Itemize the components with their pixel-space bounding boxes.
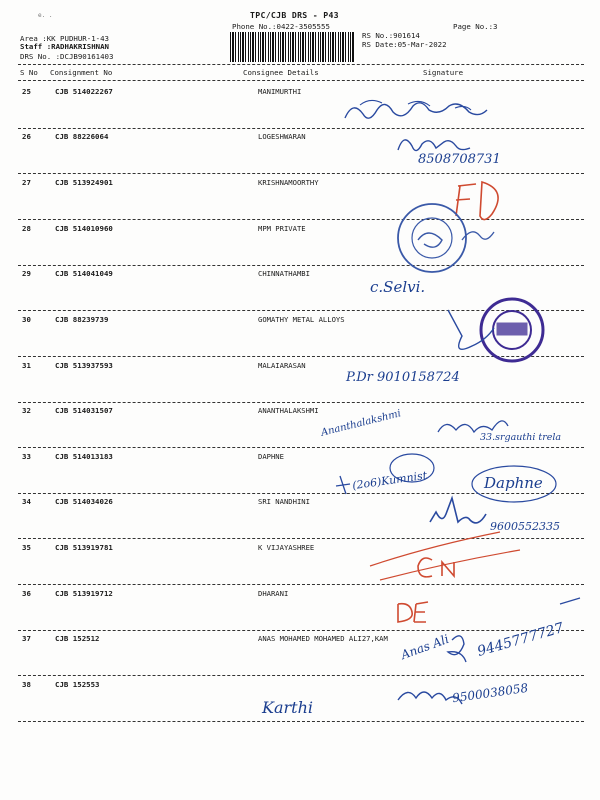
row-consignee: GOMATHY METAL ALLOYS <box>258 315 345 324</box>
row-sno: 36 <box>22 589 31 598</box>
row-consignee: ANANTHALAKSHMI <box>258 406 319 415</box>
handwritten-address: (2o6)Kumnist <box>351 468 428 493</box>
row-sno: 32 <box>22 406 31 415</box>
handwritten-address: 33.srgauthi trela <box>480 432 562 443</box>
row-sno: 38 <box>22 680 31 689</box>
row-sno: 33 <box>22 452 31 461</box>
row-sno: 35 <box>22 543 31 552</box>
handwritten-text: P.Dr 9010158724 <box>346 370 460 385</box>
table-row <box>0 224 600 270</box>
col-consignment: Consignment No <box>50 68 113 77</box>
row-sno: 34 <box>22 497 31 506</box>
row-consignee: LOGESHWARAN <box>258 132 306 141</box>
row-consignment: CJB 514034026 <box>55 497 113 506</box>
handwritten-name: Ananthalakshmi <box>319 408 403 439</box>
row-consignee: SRI NANDHINI <box>258 497 310 506</box>
row-sno: 27 <box>22 178 31 187</box>
page-number: Page No.:3 <box>453 22 498 31</box>
row-sno: 37 <box>22 634 31 643</box>
row-consignee: K VIJAYASHREE <box>258 543 315 552</box>
table-row <box>0 543 600 589</box>
barcode-image <box>230 32 355 62</box>
row-consignment: CJB 152553 <box>55 680 100 689</box>
column-divider <box>18 80 584 81</box>
phone-number: Phone No.:0422-3505555 <box>232 22 330 31</box>
col-consignee: Consignee Details <box>243 68 319 77</box>
table-row <box>0 361 600 407</box>
table-row <box>0 315 600 361</box>
staff-label: Staff :RADHAKRISHNAN <box>20 42 109 51</box>
row-consignee: MANIMURTHI <box>258 87 302 96</box>
col-signature: Signature <box>423 68 464 77</box>
document-title: TPC/CJB DRS - P43 <box>250 10 339 20</box>
row-consignment: CJB 514031507 <box>55 406 113 415</box>
row-consignment: CJB 513919712 <box>55 589 113 598</box>
header-divider <box>18 64 584 65</box>
row-sno: 28 <box>22 224 31 233</box>
handwritten-phone: 9445777727 <box>475 620 566 660</box>
area-label: Area :KK PUDHUR-1-43 <box>20 34 109 43</box>
handwritten-phone: 9500038058 <box>451 680 529 706</box>
corner-mark: e. . <box>38 12 53 19</box>
row-sno: 25 <box>22 87 31 96</box>
row-consignment: CJB 514013183 <box>55 452 113 461</box>
row-consignee: CHINNATHAMBI <box>258 269 310 278</box>
row-consignment: CJB 513919781 <box>55 543 113 552</box>
row-sno: 26 <box>22 132 31 141</box>
row-consignment: CJB 513924901 <box>55 178 113 187</box>
col-sno: S No <box>20 68 38 77</box>
row-consignment: CJB 514022267 <box>55 87 113 96</box>
row-consignee: MALAIARASAN <box>258 361 306 370</box>
row-consignee: ANAS MOHAMED MOHAMED ALI27,KAM <box>258 634 388 643</box>
row-consignment: CJB 513937593 <box>55 361 113 370</box>
row-consignee: KRISHNAMOORTHY <box>258 178 319 187</box>
handwritten-name: c.Selvi. <box>370 278 426 296</box>
row-consignment: CJB 514041049 <box>55 269 113 278</box>
table-row <box>0 87 600 133</box>
row-sno: 31 <box>22 361 31 370</box>
table-row <box>0 132 600 178</box>
drs-number: DRS No. :DCJB90161403 <box>20 52 114 61</box>
table-row <box>0 406 600 452</box>
handwritten-phone: 8508708731 <box>418 152 501 167</box>
handwritten-phone: 9600552335 <box>490 520 560 533</box>
row-consignment: CJB 152512 <box>55 634 100 643</box>
row-consignment: CJB 88226064 <box>55 132 109 141</box>
table-row <box>0 269 600 315</box>
table-row <box>0 589 600 635</box>
row-consignee: DHARANI <box>258 589 289 598</box>
handwritten-name: Karthi <box>262 698 313 717</box>
rs-date: RS Date:05-Mar-2022 <box>362 40 447 49</box>
row-consignment: CJB 88239739 <box>55 315 109 324</box>
row-sno: 30 <box>22 315 31 324</box>
row-consignment: CJB 514010960 <box>55 224 113 233</box>
row-sno: 29 <box>22 269 31 278</box>
row-consignee: DAPHNE <box>258 452 284 461</box>
handwritten-text: Anas Ali <box>399 631 451 663</box>
row-consignee: MPM PRIVATE <box>258 224 306 233</box>
rs-number: RS No.:901614 <box>362 31 420 40</box>
table-row <box>0 178 600 224</box>
handwritten-name: Daphne <box>484 474 543 492</box>
